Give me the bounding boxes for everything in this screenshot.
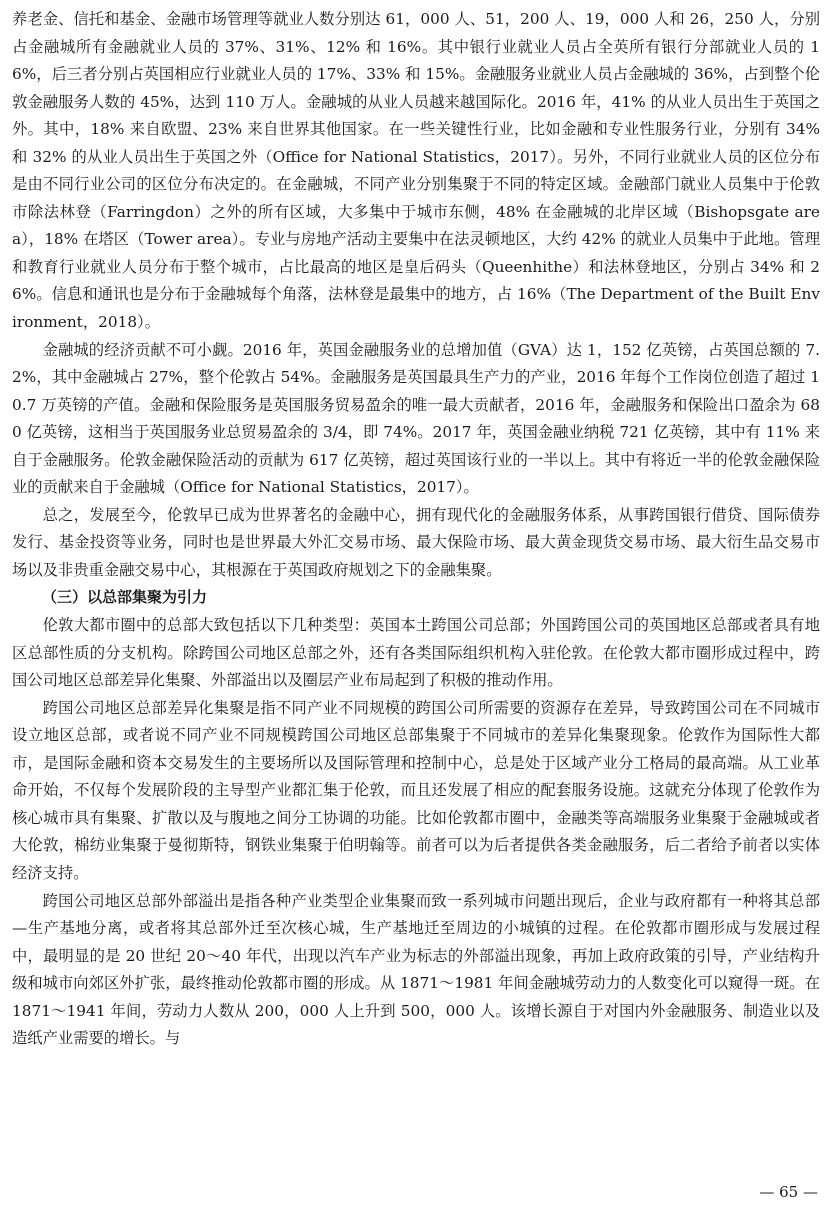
paragraph-external-spillover: 跨国公司地区总部外部溢出是指各种产业类型企业集聚而致一系列城市问题出现后，企业与政府都有一种将其总部—生产基地分离，或者将其总部外迁至次核心城，生产基地迁至周边的小城镇的过程。在伦敦都市圈形成与发展过程中，最明显的是 20 世纪 20～40 年代，出现以汽车产业为标志的外部溢出现象，再加上政府政策的引导，产业结构升级和城市向郊区外扩张，最终推动伦敦都市圈的形成。从 1871～1981 年间金融城劳动力的人数变化可以窥得一斑。在 1871～1941 年间，劳动力人数从 200，000 人上升到 500，000 人。该增长源自于对国内外金融服务、制造业以及造纸产业需要的增长。与 [12,891,820,1048]
page-number: — 65 — [759,1183,818,1201]
paragraph-employment-distribution: 养老金、信托和基金、金融市场管理等就业人数分别达 61，000 人、51，200 人、19，000 人和 26，250 人，分别占金融城所有金融就业人员的 37%、31%、12% 和 16%。其中银行业就业人员占全英所有银行分部就业人员的 16%，后三者分别占英国相应行业就业人员的 17%、33% 和 15%。金融服务业就业人员占金融城的 36%，占到整个伦敦金融服务人数的 45%，达到 110 万人。金融城的从业人员越来越国际化。2016 年，41% 的从业人员出生于英国之外。其中，18% 来自欧盟、23% 来自世界其他国家。在一些关键性行业，比如金融和专业性服务行业，分别有 34% 和 32% 的从业人员出生于英国之外（Office for National Statistics，2017）。另外，不同行业就业人员的区位分布是由不同行业公司的区位分布决定的。在金融城，不同产业分别集聚于不同的特定区域。金融部门就业人员集中于伦敦市除法林登（Farringdon）之外的所有区域，大多集中于城市东侧，48% 在金融城的北岸区域（Bishopsgate area），18% 在塔区（Tower area）。专业与房地产活动主要集中在法灵顿地区，大约 42% 的就业人员集中于此地。管理和教育行业就业人员分布于整个城市，占比最高的地区是皇后码头（Queenhithe）和法林登地区，分别占 34% 和 26%。信息和通讯也是分布于金融城每个角落，法林登是最集中的地方，占 16%（The Department of the Built Environment，2018）。 [12,10,820,332]
paragraph-differentiated-agglomeration: 跨国公司地区总部差异化集聚是指不同产业不同规模的跨国公司所需要的资源存在差异，导致跨国公司在不同城市设立地区总部，或者说不同产业不同规模跨国公司地区总部集聚于不同城市的差异化集聚现象。伦敦作为国际性大都市，是国际金融和资本交易发生的主要场所以及国际管理和控制中心，总是处于区域产业分工格局的最高端。从工业革命开始，不仅每个发展阶段的主导型产业都汇集于伦敦，而且还发展了相应的配套服务设施。这就充分体现了伦敦作为核心城市具有集聚、扩散以及与腹地之间分工协调的功能。比如伦敦都市圈中，金融类等高端服务业集聚于金融城或者大伦敦，棉纺业集聚于曼彻斯特，钢铁业集聚于伯明翰等。前者可以为后者提供各类金融服务，后二者给予前者以实体经济支持。 [12,698,820,882]
paragraph-economic-contribution: 金融城的经济贡献不可小觑。2016 年，英国金融服务业的总增加值（GVA）达 1，152 亿英镑，占英国总额的 7.2%，其中金融城占 27%，整个伦敦占 54%。金融服务是英国最具生产力的产业，2016 年每个工作岗位创造了超过 10.7 万英镑的产值。金融和保险服务是英国服务贸易盈余的唯一最大贡献者，2016 年，金融服务和保险出口盈余为 680 亿英镑，这相当于英国服务业总贸易盈余的 3/4，即 74%。2017 年，英国金融业纳税 721 亿英镑，其中有 11% 来自于金融服务。伦敦金融保险活动的贡献为 617 亿英镑，超过英国该行业的一半以上。其中有将近一半的伦敦金融保险业的贡献来自于金融城（Office for National Statistics，2017）。 [12,340,820,497]
document-page [12,6,820,1176]
paragraph-headquarters-types: 伦敦大都市圈中的总部大致包括以下几种类型：英国本土跨国公司总部；外国跨国公司的英国地区总部或者具有地区总部性质的分支机构。除跨国公司地区总部之外，还有各类国际组织机构入驻伦敦。在伦敦大都市圈形成过程中，跨国公司地区总部差异化集聚、外部溢出以及圈层产业布局起到了积极的推动作用。 [12,616,820,690]
section-heading: （三）以总部集聚为引力 [42,588,208,607]
paragraph-summary: 总之，发展至今，伦敦早已成为世界著名的金融中心，拥有现代化的金融服务体系，从事跨国银行借贷、国际债券发行、基金投资等业务，同时也是世界最大外汇交易市场、最大保险市场、最大黄金现货交易市场、最大衍生品交易市场以及非贵重金融交易中心，其根源在于英国政府规划之下的金融集聚。 [12,505,820,579]
